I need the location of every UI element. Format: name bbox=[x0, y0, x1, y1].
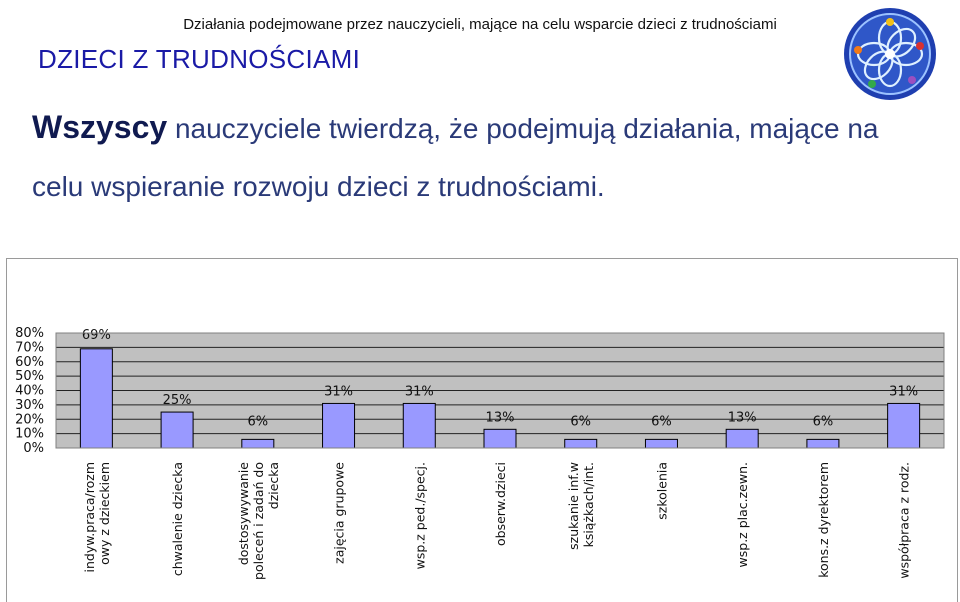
y-tick-label: 20% bbox=[15, 412, 44, 428]
data-label: 6% bbox=[812, 414, 834, 430]
y-tick-label: 80% bbox=[15, 326, 44, 341]
data-label: 6% bbox=[247, 414, 269, 430]
bar bbox=[726, 429, 758, 448]
y-tick-label: 70% bbox=[15, 340, 44, 356]
bar bbox=[403, 403, 435, 448]
bar bbox=[484, 429, 516, 448]
data-label: 31% bbox=[404, 384, 434, 400]
data-label: 69% bbox=[81, 327, 111, 343]
slide-title: DZIECI Z TRUDNOŚCIAMI bbox=[38, 44, 361, 74]
chart-title: Działania podejmowane przez nauczycieli, mające na celu wsparcie dzieci z trudnościami bbox=[183, 16, 777, 33]
x-tick-label: współpraca z rodz. bbox=[896, 462, 912, 579]
y-tick-label: 40% bbox=[15, 383, 44, 399]
data-label: 6% bbox=[570, 414, 592, 430]
x-tick-label: szkolenia bbox=[654, 462, 670, 520]
bar bbox=[323, 403, 355, 448]
x-tick-label: książkach/int. bbox=[581, 462, 597, 548]
data-label: 31% bbox=[324, 384, 353, 400]
y-tick-label: 50% bbox=[15, 369, 44, 385]
bar bbox=[565, 439, 597, 448]
bar bbox=[161, 412, 193, 448]
data-label: 6% bbox=[651, 414, 672, 430]
x-tick-label: kons.z dyrektorem bbox=[815, 462, 831, 578]
data-label: 25% bbox=[162, 393, 192, 409]
y-tick-label: 10% bbox=[15, 426, 44, 442]
headline-bold: Wszyscy bbox=[32, 109, 168, 145]
x-tick-label: dziecka bbox=[265, 462, 281, 510]
data-label: 13% bbox=[727, 410, 757, 426]
x-tick-label: szukanie inf.w bbox=[566, 462, 582, 550]
headline-text: nauczyciele twierdzą, że podejmują działania, mające na celu wspieranie rozwoju dzieci z trudnościami. bbox=[32, 113, 879, 202]
data-label: 31% bbox=[889, 384, 919, 400]
bar bbox=[242, 439, 274, 448]
bar bbox=[80, 349, 112, 448]
x-tick-label: wsp.z ped./specj. bbox=[412, 461, 428, 570]
data-label: 13% bbox=[485, 410, 515, 426]
x-tick-label: indyw.praca/rozm bbox=[81, 462, 97, 573]
x-tick-label: zajęcia grupowe bbox=[331, 462, 347, 564]
x-tick-label: chwalenie dziecka bbox=[170, 462, 186, 577]
y-tick-label: 0% bbox=[23, 441, 44, 456]
x-tick-label: obserw.dzieci bbox=[493, 462, 508, 546]
x-tick-label: owy z dzieckiem bbox=[96, 462, 112, 565]
y-tick-label: 30% bbox=[15, 397, 44, 413]
y-tick-label: 60% bbox=[15, 354, 44, 370]
bar bbox=[645, 439, 677, 448]
x-tick-label: wsp.z plac.zewn. bbox=[735, 462, 751, 568]
x-tick-label: poleceń i zadań do bbox=[250, 462, 266, 580]
bar bbox=[807, 439, 839, 448]
bar bbox=[888, 403, 920, 448]
x-tick-label: dostosywywanie bbox=[235, 462, 251, 566]
